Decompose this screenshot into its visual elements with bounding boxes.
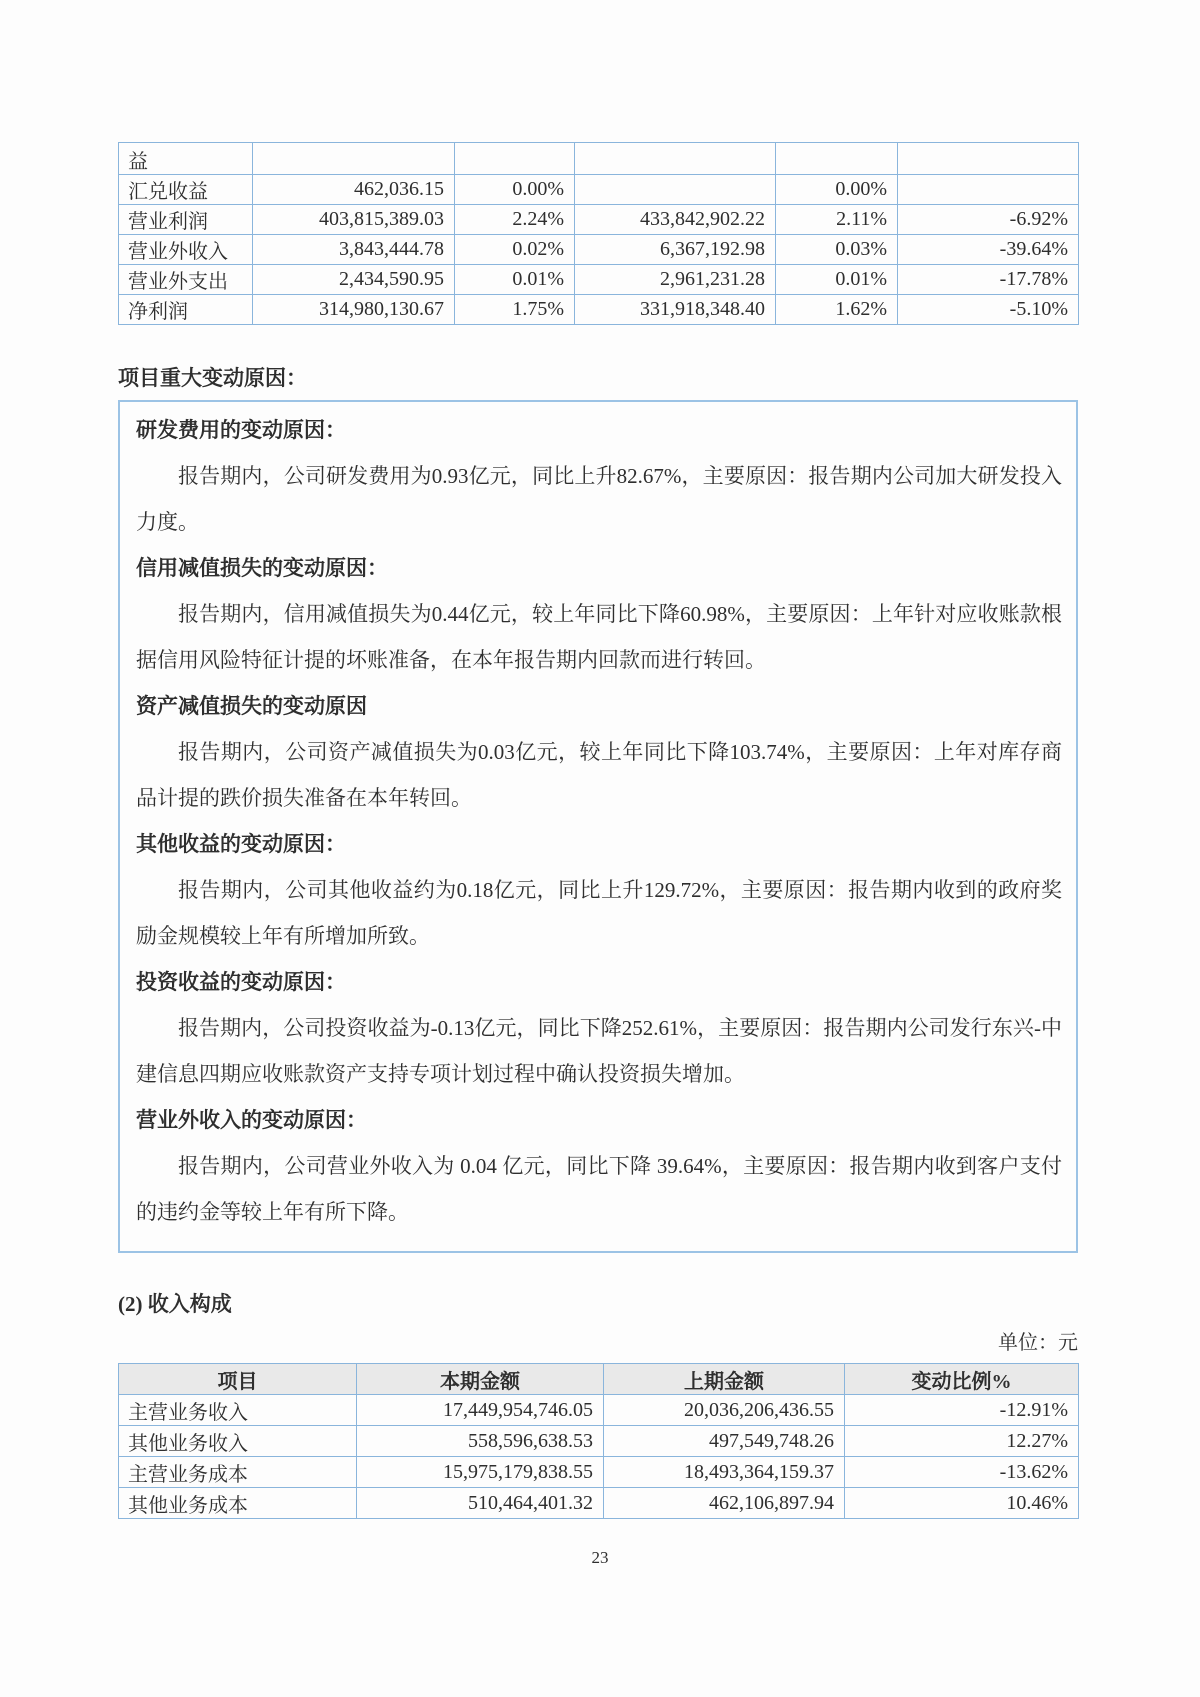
reason-paragraph: 报告期内，公司其他收益约为0.18亿元，同比上升129.72%，主要原因：报告期内收到的政府奖励金规模较上年有所增加所致。 [136, 878, 1062, 948]
table-row [119, 1488, 1079, 1519]
table-cell: 主营业务成本 [119, 1457, 357, 1488]
column-header: 本期金额 [357, 1364, 604, 1395]
table-cell: 净利润 [119, 295, 253, 325]
column-header: 变动比例% [845, 1364, 1079, 1395]
reason-heading: 投资收益的变动原因： [136, 970, 346, 994]
table-cell: 2.24% [455, 205, 575, 235]
table-cell: 营业利润 [119, 205, 253, 235]
table-cell: 6,367,192.98 [575, 235, 776, 265]
table-cell: 17,449,954,746.05 [357, 1395, 604, 1426]
table-cell [898, 175, 1079, 205]
reason-paragraph: 报告期内，公司研发费用为0.93亿元，同比上升82.67%，主要原因：报告期内公司加大研发投入力度。 [136, 464, 1062, 534]
reason-heading: 资产减值损失的变动原因 [136, 694, 367, 718]
table-cell: 0.01% [776, 265, 898, 295]
table-row [119, 1426, 1079, 1457]
table-header-row [119, 1364, 1079, 1395]
table-cell: 汇兑收益 [119, 175, 253, 205]
reason-paragraph: 报告期内，公司投资收益为-0.13亿元，同比下降252.61%，主要原因：报告期内公司发行东兴-中建信息四期应收账款资产支持专项计划过程中确认投资损失增加。 [136, 1016, 1062, 1086]
reason-paragraph: 报告期内，信用减值损失为0.44亿元，较上年同比下降60.98%，主要原因：上年针对应收账款根据信用风险特征计提的坏账准备，在本年报告期内回款而进行转回。 [136, 602, 1062, 672]
table-cell: -6.92% [898, 205, 1079, 235]
income-composition-table [118, 1363, 1079, 1519]
table-cell: 0.00% [455, 175, 575, 205]
table-cell: -5.10% [898, 295, 1079, 325]
column-header: 上期金额 [604, 1364, 845, 1395]
table-cell: 331,918,348.40 [575, 295, 776, 325]
table-cell: 497,549,748.26 [604, 1426, 845, 1457]
table-cell: 462,036.15 [253, 175, 455, 205]
reasons-box [118, 400, 1078, 1253]
table-row [119, 235, 1079, 265]
table-cell: 1.62% [776, 295, 898, 325]
reason-paragraph: 报告期内，公司资产减值损失为0.03亿元，较上年同比下降103.74%，主要原因：上年对库存商品计提的跌价损失准备在本年转回。 [136, 740, 1062, 810]
table-cell: 益 [119, 143, 253, 175]
table-cell: 558,596,638.53 [357, 1426, 604, 1457]
reason-heading: 研发费用的变动原因： [136, 418, 346, 442]
table-row [119, 265, 1079, 295]
table-cell: 403,815,389.03 [253, 205, 455, 235]
column-header: 项目 [119, 1364, 357, 1395]
table-cell [898, 143, 1079, 175]
table-cell: 其他业务收入 [119, 1426, 357, 1457]
table-cell: -17.78% [898, 265, 1079, 295]
unit-label: 单位：元 [998, 1332, 1078, 1354]
table-cell [455, 143, 575, 175]
table-cell: -39.64% [898, 235, 1079, 265]
table-cell: 510,464,401.32 [357, 1488, 604, 1519]
table-row [119, 143, 1079, 175]
reason-heading: 信用减值损失的变动原因： [136, 556, 388, 580]
table-cell [575, 175, 776, 205]
table-cell: 主营业务收入 [119, 1395, 357, 1426]
table-cell: 18,493,364,159.37 [604, 1457, 845, 1488]
reason-paragraph: 报告期内，公司营业外收入为 0.04 亿元，同比下降 39.64%，主要原因：报告期内收到客户支付的违约金等较上年有所下降。 [136, 1154, 1062, 1224]
table-cell: 2,961,231.28 [575, 265, 776, 295]
table-cell: -13.62% [845, 1457, 1079, 1488]
table-cell: 营业外支出 [119, 265, 253, 295]
reason-heading: 营业外收入的变动原因： [136, 1108, 367, 1132]
financial-continuation-table [118, 142, 1079, 325]
table-cell: 0.00% [776, 175, 898, 205]
table-cell [776, 143, 898, 175]
table-cell [253, 143, 455, 175]
table-cell: 营业外收入 [119, 235, 253, 265]
table-cell: 15,975,179,838.55 [357, 1457, 604, 1488]
table-row [119, 295, 1079, 325]
table-row [119, 205, 1079, 235]
table-cell: 10.46% [845, 1488, 1079, 1519]
page-number: 23 [591, 1548, 609, 1567]
reason-heading: 其他收益的变动原因： [136, 832, 346, 856]
table-row [119, 1395, 1079, 1426]
table-cell: 2.11% [776, 205, 898, 235]
table-cell: 0.01% [455, 265, 575, 295]
reasons-section-title: 项目重大变动原因： [118, 366, 307, 390]
table-row [119, 175, 1079, 205]
table-cell: 314,980,130.67 [253, 295, 455, 325]
table-cell: 12.27% [845, 1426, 1079, 1457]
table-cell: 1.75% [455, 295, 575, 325]
table-cell: 其他业务成本 [119, 1488, 357, 1519]
table-cell: -12.91% [845, 1395, 1079, 1426]
table-cell: 0.02% [455, 235, 575, 265]
table-cell: 462,106,897.94 [604, 1488, 845, 1519]
table-cell: 3,843,444.78 [253, 235, 455, 265]
table-cell: 0.03% [776, 235, 898, 265]
table-cell: 20,036,206,436.55 [604, 1395, 845, 1426]
table-cell [575, 143, 776, 175]
table-row [119, 1457, 1079, 1488]
income-section-title: (2) 收入构成 [118, 1292, 232, 1316]
table-cell: 433,842,902.22 [575, 205, 776, 235]
table-cell: 2,434,590.95 [253, 265, 455, 295]
